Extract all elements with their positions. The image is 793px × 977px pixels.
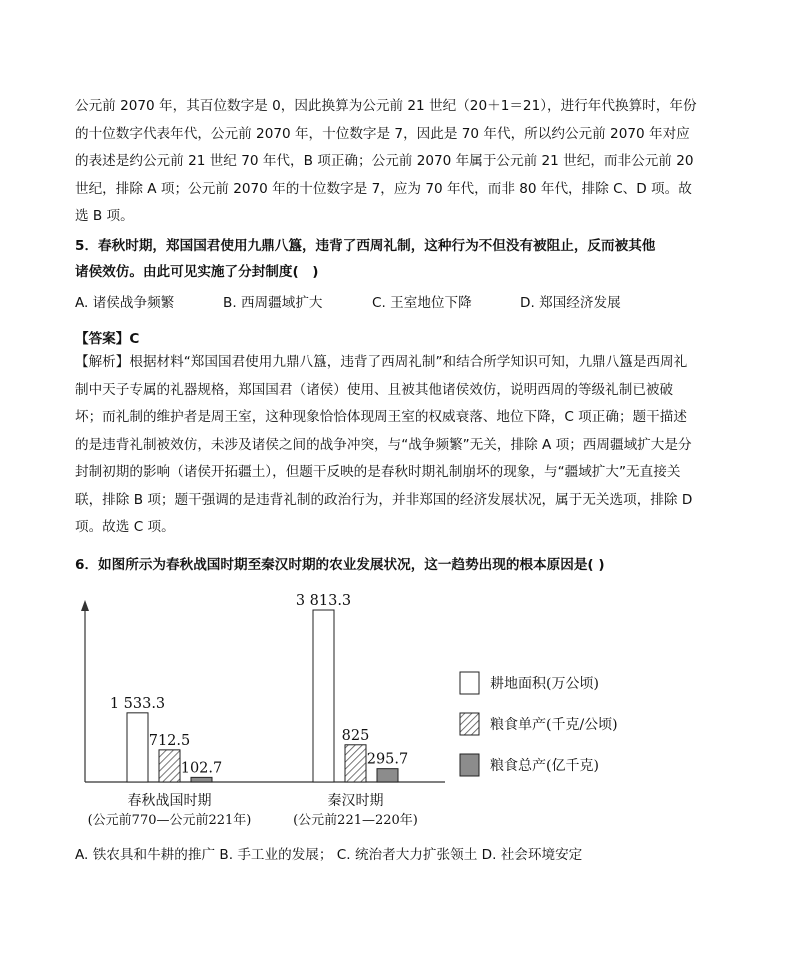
q5-analysis: 【解析】根据材料“郑国国君使用九鼎八簋，违背了西周礼制”和结合所学知识可知，九鼎八簋是西周礼制中天子专属的礼器规格，郑国国君（诸侯）使用、且被其他诸侯效仿，说明西周的等级礼制已被破坏；而礼制的维护者是周王室，这种现象恰恰体现周王室的权威衰落、地位下降，C 项正确；题干描述的是违背礼制被效仿，未涉及诸侯之间的战争冲突，与“战争频繁”无关，排除 A 项；西周疆域扩大是分封制初期的影响（诸侯开拓疆土），但题干反映的是春秋时期礼制崩坏的现象，与“疆域扩大”无直接关联，排除 B 项；题干强调的是违背礼制的政治行为，并非郑国的经济发展状况，属于无关选项，排除 D 项。故选 C 项。 <box>75 354 693 535</box>
agriculture-bar-chart <box>60 580 660 840</box>
bar-series0-cat1 <box>313 610 334 782</box>
q6-stem: 6．如图所示为春秋战国时期至秦汉时期的农业发展状况，这一趋势出现的根本原因是( ) <box>75 557 605 573</box>
legend-label: 耕地面积(万公顷) <box>490 676 599 692</box>
legend-swatch <box>460 754 479 776</box>
q5-option-b: B. 西周疆域扩大 <box>223 295 323 311</box>
legend-swatch <box>460 672 479 694</box>
q5-stem-line1: 5．春秋时期，郑国国君使用九鼎八簋，违背了西周礼制，这种行为不但没有被阻止，反而被其他 <box>75 238 656 254</box>
bar-value-label: 825 <box>341 727 370 744</box>
category-sublabel: (公元前221—220年) <box>293 813 418 828</box>
bar-value-label: 295.7 <box>366 751 409 768</box>
bar-value-label: 102.7 <box>180 760 223 777</box>
q5-answer: 【答案】C <box>75 331 140 347</box>
bar-series2-cat1 <box>377 769 398 782</box>
bar-value-label: 1 533.3 <box>109 695 166 712</box>
category-label: 春秋战国时期 <box>127 793 212 809</box>
bar-series0-cat0 <box>127 713 148 782</box>
category-label: 秦汉时期 <box>327 793 384 809</box>
q5-option-a: A. 诸侯战争频繁 <box>75 295 175 311</box>
bar-series1-cat0 <box>159 750 180 782</box>
bar-value-label: 3 813.3 <box>295 593 352 609</box>
q4-explanation-tail: 公元前 2070 年，其百位数字是 0，因此换算为公元前 21 世纪（20＋1＝21），进行年代换算时，年份的十位数字代表年代，公元前 2070 年，十位数字是 7，因此是 70 年代，所以约公元前 2070 年对应的表述是约公元前 21 世纪 70 年代，B 项正确；公元前 2070 年属于公元前 21 世纪，而非公元前 20 世纪，排除 A 项；公元前 2070 年的十位数字是 7，应为 70 年代，而非 80 年代，排除 C、D 项。故选 B 项。 <box>75 98 697 224</box>
y-axis-arrow <box>81 600 89 611</box>
q5-option-d: D. 郑国经济发展 <box>520 295 621 311</box>
bar-value-label: 712.5 <box>148 732 191 749</box>
category-sublabel: (公元前770—公元前221年) <box>87 813 252 828</box>
legend-swatch <box>460 713 479 735</box>
q5-stem-line2: 诸侯效仿。由此可见实施了分封制度( ) <box>75 264 319 280</box>
q5-option-c: C. 王室地位下降 <box>372 295 472 311</box>
q6-options: A. 铁农具和牛耕的推广 B. 手工业的发展； C. 统治者大力扩张领土 D. 社会环境安定 <box>75 847 583 863</box>
legend-label: 粮食总产(亿千克) <box>490 758 599 774</box>
legend-label: 粮食单产(千克/公顷) <box>490 717 618 733</box>
bar-series1-cat1 <box>345 745 366 782</box>
bar-series2-cat0 <box>191 777 212 782</box>
